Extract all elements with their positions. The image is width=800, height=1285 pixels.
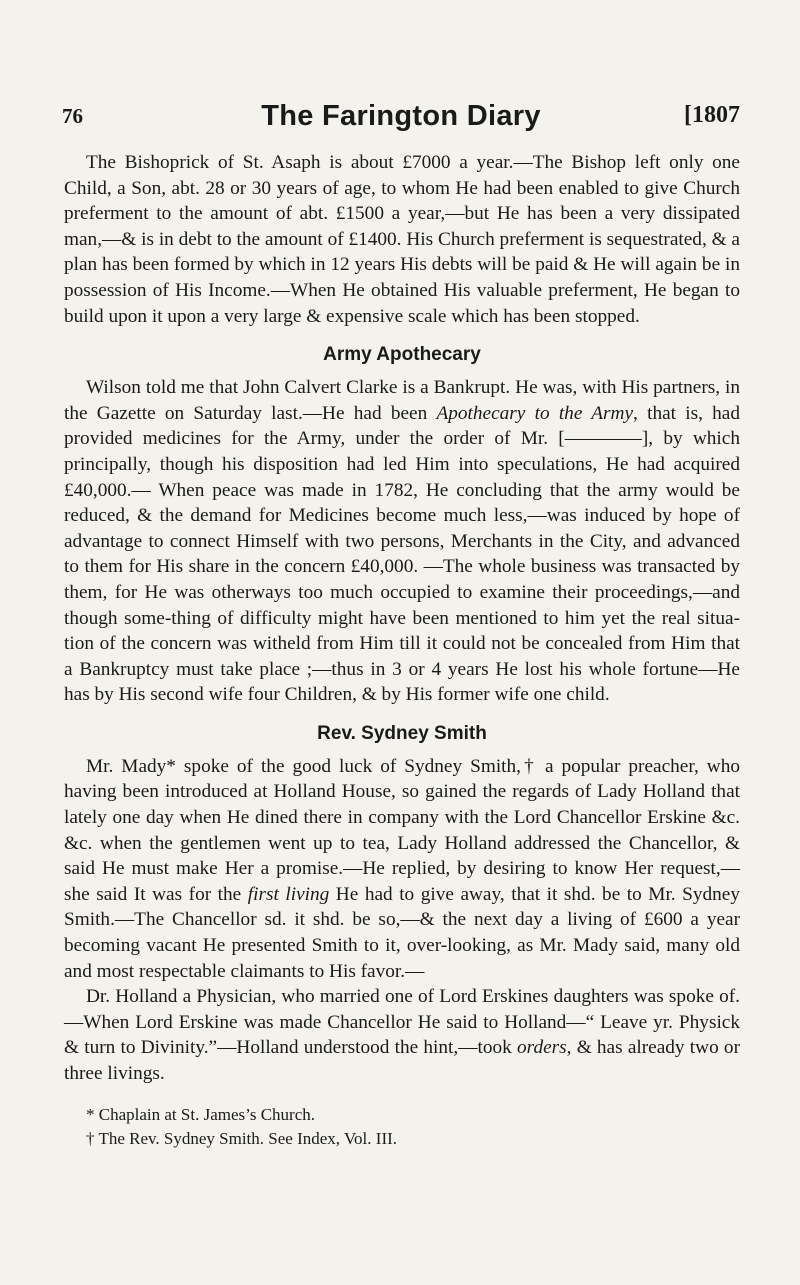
heading-sydney-smith: Rev. Sydney Smith (317, 722, 487, 744)
paragraph-sydney-smith (64, 754, 740, 984)
running-year: [1807 (684, 102, 740, 128)
text-run: He had to give away, that it shd. be to Mr. Sydney Smith.—The Chancellor sd. it shd. be so,—& the next day a living of £600 a year becoming vacant He presented Smith to it, over-looking, as Mr. Mady said, many old and most respectable claimants to His favor.— (64, 883, 741, 982)
page-body (64, 150, 740, 1151)
paragraph-calvert-clarke (64, 375, 740, 708)
footnote-chaplain: * Chaplain at St. James’s Church. (86, 1104, 316, 1124)
footnotes (64, 1103, 740, 1151)
text-run: Mr. Mady* spoke of the good luck of Sydney Smith,† a popular preacher, who having been introduced at Holland House, so gained the regards of Lady Holland that lately one day when He dined there in company with the Lord Chancellor Erskine &c. &c. when the gentlemen went up to tea, Lady Holland addressed the Chancellor, & said He must make Her a promise.—He replied, by desiring to know Her request,— she said It was for the (64, 755, 740, 905)
paragraph-bishoprick: The Bishoprick of St. Asaph is about £7000 a year.—The Bishop left only one Child, a Son, abt. 28 or 30 years of age, to whom He had been enabled to give Church preferment to the amount of abt. £1500 a year,—but He has been a very dissipated man,—& is in debt to the amount of £1400. His Church preferment is sequestrated, & a plan has been formed by which in 12 years His debts will be paid & He will again be in possession of His Income.—When He obtained His valuable preferment, He began to build upon it upon a very large & expensive scale which has been stopped. (64, 152, 740, 327)
italic-text: first living (247, 883, 330, 905)
text-run: Dr. Holland a Physician, who married one of Lord Erskines daughters was spoke of.—When Lord Erskine was made Chancellor He said to Holland—“ Leave yr. Physick & turn to Divinity.”—Holland understood the hint,—took (64, 986, 740, 1059)
text-run: Wilson told me that John Calvert Clarke is a Bankrupt. He was, with His partners, in the Gazette on Saturday last.—He had been (64, 377, 740, 424)
running-head (62, 100, 740, 140)
italic-text: orders (517, 1037, 567, 1059)
text-run: , that is, had provided medicines for the Army, under the order of Mr. [————], by which principally, though his disposition had led Him into speculations, He had acquired £40,000.— When peace was made in 1782, He concluding that the army would be reduced, & the demand for Medicines become much less,—was induced by hope of advantage to connect Himself with two persons, Merchants in the City, and advanced to them for His share in the concern £40,000. —The whole business was transacted by them, for He was otherways too much occupied to examine their proceedings,—and though some-thing of difficulty might have been mentioned to him yet the real situa-tion of the concern was witheld from Him till it could not be concealed from Him that a Bankruptcy must take place ;—thus in 3 or 4 years He lost his whole fortune—He has by His second wife four Children, & by His former wife one child. (64, 402, 740, 706)
text-run: , & has already two or three livings. (64, 1037, 740, 1084)
footnote-sydney-smith: † The Rev. Sydney Smith. See Index, Vol. III. (86, 1128, 398, 1148)
page-number: 76 (62, 104, 83, 128)
heading-army-apothecary: Army Apothecary (323, 344, 481, 366)
paragraph-dr-holland (64, 984, 740, 1086)
italic-text: Apothecary to the Army (436, 402, 634, 424)
book-title: The Farington Diary (261, 100, 541, 132)
